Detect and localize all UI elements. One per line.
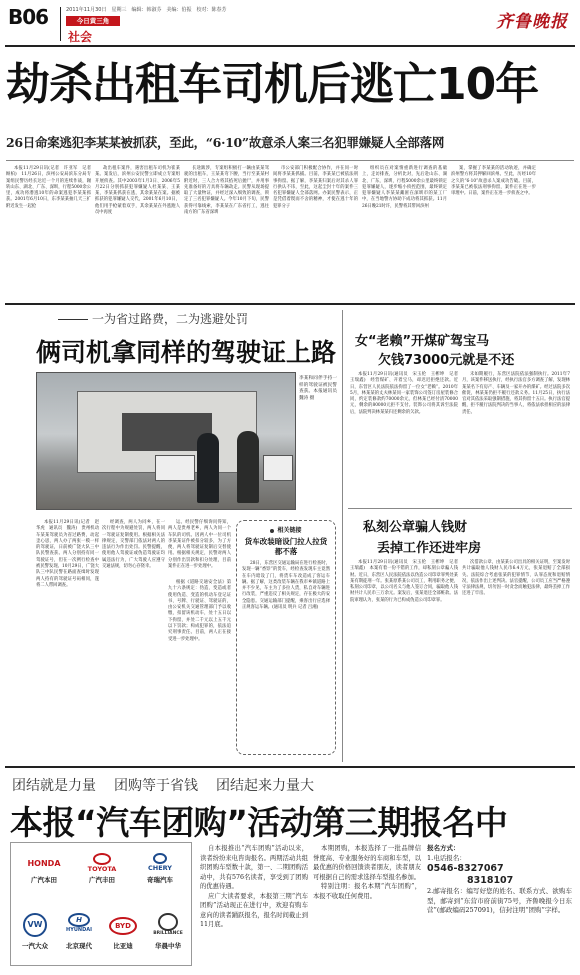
article-a-column (168, 580, 231, 760)
article-b-column (462, 372, 570, 504)
brand-name: 一汽大众 (22, 942, 48, 950)
brand-name: 广汽丰田 (89, 876, 115, 884)
lead-bottom-rule (5, 303, 575, 305)
article-a-column (102, 520, 165, 760)
brand-name: 北京现代 (66, 942, 92, 950)
license-card (155, 455, 195, 481)
lead-paragraph: 市公安部门积极配合协作，并在同一时间将李某某抓捕。目前，李某某已被依法刑事拘留。据了解，李某某归案后对其杀人罪行供认不讳，至此，这起尘封十年的案件三名犯罪嫌疑人全部落网。办案民警表示，正是凭借着锲而不舍的精神，才使在逃十年的犯罪分子 (273, 166, 358, 209)
ad-column (200, 844, 308, 969)
ad-paragraph: 本期团购，本报选择了一批品牌信誉度高、专业服务好的车商和车型，以最优惠的价格回馈读者朋友，读者朋友可根据自己的需求选择车型报名参加。 (313, 845, 421, 881)
brand-name: 华晨中华 (155, 942, 181, 950)
related-link-label (242, 525, 330, 534)
brand-name: 比亚迪 (113, 942, 133, 950)
hyundai-wordmark: HYUNDAI (66, 927, 92, 933)
brand-logo-panel (10, 842, 192, 966)
article-c-headline-line2: 丢掉工作还进牢房 (377, 541, 482, 556)
lead-paragraph: 劫出租车案件，遇害出租车司机为崔某某。案发后，滨州公安民警立即成立专案组开展侦查。其中2003年1月3日、2006年5月22日分别抓获犯罪嫌疑人杜某某、王某某，李某某抓获在逃，其余某某在案。据被抓获的犯罪嫌疑人交代，2001年6月10日，他们用手枪蒙着双手，其余某某在外逃跑人员中再度 (95, 166, 180, 216)
article-c-paragraph: 次借款公章，由某某公司出具的相关证明，至案发时共计骗取他人钱财人民币6.4万元，张某退赔了全部损失。法院综合考虑张某的犯罪情节、认罪态度和退赔情况，依法作出上述判决。法官提醒，公司员工应当严格遵守法律法规，切勿因一时贪念而触犯法律，最终丢掉工作还进了牢房。 (462, 560, 570, 597)
article-a-column (36, 520, 99, 760)
lead-column (184, 166, 269, 300)
toyota-wordmark: TOYOTA (87, 865, 117, 873)
ad-headline: 本报“汽车团购”活动第三期报名中 (10, 803, 508, 842)
lead-paragraph: 长途跋涉，专案组积极打一辆由某某驾驶的出租车，王某某弯下腰，当行至某某村附近时，三人合力将其掐死后抛尸，并用事先准备好的刀具将车辆劫走。民警从现场提取了大量物证，并经过深入细致的调查，锁定了三名犯罪嫌疑人。今年10月下旬，民警获得可靠线索，李某某在广东省打工，逃往南方的广东省深圳 (184, 166, 269, 216)
brand-name: 广汽本田 (31, 876, 57, 884)
article-b-headline-line1: 女“老赖”开煤矿驾宝马 (355, 334, 490, 349)
vw-logo-icon: VW (23, 913, 47, 937)
person-right (237, 431, 259, 503)
contact-box (427, 844, 572, 969)
related-link-label-text: 相关链接 (277, 527, 302, 534)
ad-slogan (12, 775, 314, 795)
byd-logo-icon: BYD (109, 917, 137, 935)
license-card (263, 455, 293, 481)
phone-number: 8318107 (467, 875, 514, 886)
masthead-logo: 齐鲁晚报 (496, 12, 568, 32)
lead-paragraph: 本报11月29日讯(记者 许亚军 记者 顾柏) 11月26日，滨州公安局滨东分局专案组民警历经长达近一个月的连续作战，辗转山东、湖北、广东、深圳，行程5000余公里，成功将潜逃10年的命案逃犯李某某抓获。2001年6月10日，东李某某抽几天三扩附近发生一起抢 (6, 166, 96, 209)
hyundai-logo-icon: H HYUNDAI (66, 913, 92, 941)
article-a-kicker-text: 一为省过路费，二为逃避处罚 (92, 312, 249, 326)
brand-honda (17, 853, 71, 884)
brand-hyundai (57, 913, 101, 950)
article-b-bottom-rule (348, 508, 572, 509)
ad-paragraph: 特别注明：报名本期“汽车团购”，本报不收取任何费用。 (313, 883, 421, 900)
article-c-paragraph: 本报11月29日讯(通讯员 宋玉伦 王彬坤 记者 王瑞鑫) 本案有着一份不错的工作，却私刻公章骗人钱财。近日，东营区人民法院依法以伪造公司印章罪判处某某有期徒刑一年。张某原系某公司员工，利用职务之便，私刻公司印章，以公司名义与他人签订合同，骗取他人钱财共计人民币三万余元。案发后，张某退还全部赃款。法院审理认为，张某的行为已构成伪造公司印章罪。 (350, 560, 463, 603)
brand-vw (13, 913, 57, 950)
ad-top-rule (5, 766, 575, 768)
article-c-column (462, 560, 570, 760)
mail-instructions: 2.邮寄报名：编写好您的姓名、联系方式、欲购车型，邮寄到“东营市府前街75号，齐鲁晚报今日东营”(邮政编码257091)，信封注明“团购”字样。 (427, 887, 572, 914)
honda-logo-icon: HONDA (27, 859, 61, 868)
vertical-divider (342, 310, 343, 762)
phone-number: 0546-8327067 (427, 863, 504, 874)
phone-label: 1.电话报名： (427, 853, 466, 862)
contact-title: 报名方式： (427, 844, 460, 852)
article-a-photo (36, 372, 296, 510)
header-divider (60, 7, 61, 41)
lead-subhead-rule (6, 160, 574, 161)
lead-subhead: 26日命案逃犯李某某被抓获，至此，“6·10”故意杀人案三名犯罪嫌疑人全部落网 (6, 135, 445, 150)
lead-column (95, 166, 180, 300)
ad-paragraph: 自本报推出“汽车团购”活动以来，读者纷纷来电咨询报名。两期活动共组织团购车型数十款，第一、二期团购活动中，共有576名读者，享受到了团购的优惠待遇。 (200, 845, 308, 890)
chery-wordmark: CHERY (147, 864, 172, 872)
lead-column (362, 166, 447, 300)
article-b-column (350, 372, 463, 504)
brilliance-wordmark: BRILLIANCE (153, 931, 183, 936)
person-left (197, 433, 219, 503)
toyota-logo-icon (88, 853, 117, 875)
lead-paragraph: 组织员在对案情重新进行调查的基础上，走访排查，分析比对，先后赴山东、湖北、广东，深圳，行程5000余公里最终锁定犯罪嫌疑人，逐步缩小侦控范围，最终锁定犯罪嫌疑人李某某藏匿在深圳市的某工厂中，在当地警方协助下成功将其抓获。11月26日晚21时许，民警将其带回滨州 (362, 166, 447, 209)
lead-headline: 劫杀出租车司机后逃亡10年 (6, 59, 539, 110)
header-bottom-rule (5, 45, 575, 47)
brand-chery (133, 853, 187, 884)
ad-slogan-item: 团结就是力量 (12, 778, 96, 794)
article-b-paragraph: 本报11月29日讯(通讯员 宋玉伦 王彬坤 记者 王瑞鑫) 经营煤矿、开着宝马，却迟迟拒绝还款。近日，东营区人民法院依法拘留了一位女“老赖”。2010年5月，林某某的丈夫林某同一家装饰公司签订房屋装修合同，约定装修款约70000余元，但林某已经付清70000元，剩余的80000元拒不支付。装饰公司将其诉至法院后，法院判决林某某归还剩余的欠款。 (350, 372, 463, 415)
brilliance-logo-icon (153, 913, 183, 941)
photo-caption-text: 李某和同伴手持一样的驾驶证被民警查获。本报通讯员 魏涛 摄 (299, 376, 337, 401)
lead-column (273, 166, 358, 300)
article-a-paragraph: 根据《道路交通安全法》第九十六条规定：伪造、变造或者使用伪造、变造的机动车登记证书、号牌、行驶证、驾驶证的，由公安机关交通管理部门予以收缴，扣留该机动车，处十五日以下拘留，并处二千元以上五千元以下罚款；构成犯罪的，依法追究刑事责任。目前，两人正在接受进一步处理中。 (168, 580, 231, 642)
brand-byd (101, 913, 145, 950)
article-a-paragraph: 经调查，两人为同乡，在一次行程中为规避处罚，两人将同一驾驶证复制使用。根据相关法律规定，交警部门依法对两人的违法行为作出处罚。民警提醒，使用他人驾驶证或伪造驾驶证均属违法行为，广大驾驶人应遵守交通法规，切勿心存侥幸。 (102, 520, 165, 570)
brand-brilliance (145, 913, 191, 950)
article-a-kicker (58, 310, 248, 327)
article-a-headline: 俩司机拿同样的驾驶证上路 (36, 338, 337, 367)
date-line: 2011年11月30日 星期三 编辑：韩淑芬 美编：伯振 校对：陈春芳 (66, 7, 227, 13)
article-b-paragraph: 未如期履行，东营区法院依法强制执行。2011年7月，该案件移送执行，经执行法官多方调查了解，发现林某某名下有房产、车辆及一家开办的煤矿。经过法院多次催促，林某某仍拒不履行还款义务。11月25日，执行法官对其依法采取强制措施，将其拘留十五日。执行法官提醒，拒不履行法院判决的当事人，将依法承担相应的法律责任。 (462, 372, 570, 415)
article-c-headline-line1: 私刻公章骗人钱财 (363, 520, 468, 535)
page-number: B06 (8, 5, 49, 29)
ad-slogan-item: 团购等于省钱 (114, 778, 198, 794)
related-link-title: 货车改装暗设门拉人拉货都不落 (244, 537, 328, 556)
lead-column (451, 166, 536, 300)
brand-name: 奇瑞汽车 (147, 876, 173, 884)
ad-paragraph: 应广大读者要求，本报第三期“汽车团购”活动现正在进行中，欢迎有购车意向的读者踊跃报名，报名时间截止到11月底。 (200, 892, 308, 928)
related-link-text (242, 561, 330, 751)
lead-paragraph: 案，掌握了李某某的活动轨迹，并确定滨州警方将其押解回滨州。至此，历经10年之久的“6·10”故意杀人案成功告破。目前，李某某已被依法刑事拘留，案件正在进一步审理中。日前，案件正在进一步侦查之中。 (451, 166, 536, 197)
ad-slogan-item: 团结起来力量大 (216, 778, 314, 794)
article-a-paragraph: 本报11月29日讯(记者 赵华虎 通讯员 魏涛) 贵州机动车某某驾驶员为省过路费，动起歪心思，两人办了两张一模一样的驾驶证，日前被广饶大队三中队民警查获。两人分别持有同一驾驶证号，但在一次例行检查中被民警发现。10月29日，广饶大队三中队民警在路面查缉时发现两人持有的驾驶证号码相同，遂将二人带回调查。 (36, 520, 99, 588)
related-link-box (236, 520, 336, 755)
article-c-column (350, 560, 463, 760)
column-tag: 今日黄三角 (66, 16, 120, 26)
ad-column (313, 844, 421, 969)
brand-toyota (75, 853, 129, 884)
article-a-paragraph: 运。经民警仔细询问得知，两人是贵州老乡，两人为同一个车队的司机。因两人中一位司机李某某证件被扣分较多，为了方便，两人将驾驶证复制后交替使用。根据相关规定，民警对两人分别作出罚款和扣分处理，目前案件正在进一步处理中。 (168, 520, 231, 570)
chery-logo-icon (148, 853, 172, 875)
lead-column (6, 166, 96, 300)
section-name: 社会 (68, 30, 93, 44)
article-b-headline-line2: 欠钱73000元就是不还 (378, 353, 515, 368)
related-link-paragraph: 28日，东营区交通运输局在进行检查时，发现一辆“香饽”的货车，经检查发现车主竟然在车内暗设了门，将货车车改造成了客运车辆。据了解，这类改装车辆在我市乡镇道路上并不少见，车主为了多拉人货，私自对车辆进行改装，严重违反了相关规定，存在极大的安全隐患。交通运输部门提醒，乘客出行应选择正规客运车辆。(通讯员 明兵 记者 吕湘) (242, 561, 330, 611)
photo-caption (299, 376, 337, 436)
